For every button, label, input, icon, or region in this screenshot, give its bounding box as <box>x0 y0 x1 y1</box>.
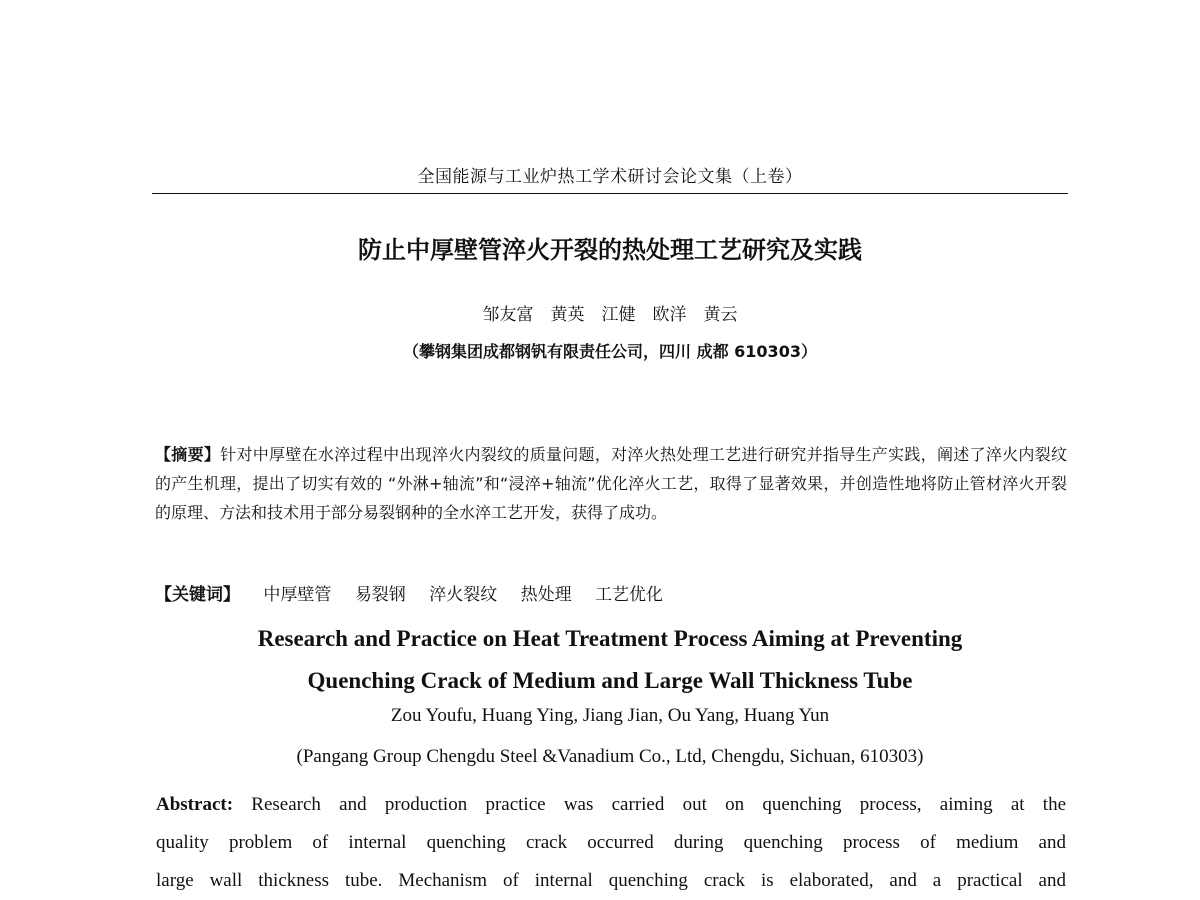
abstract-en-label: Abstract: <box>156 794 234 815</box>
keyword-item: 热处理 <box>520 585 572 605</box>
authors-en: Zou Youfu, Huang Ying, Jiang Jian, Ou Yang, Huang Yun <box>390 705 830 726</box>
paper-title-en-line1: Research and Practice on Heat Treatment Process Aiming at Preventing <box>257 626 963 651</box>
keyword-item: 中厚壁管 <box>263 585 332 605</box>
abstract-zh <box>155 440 1067 527</box>
paper-title-en <box>152 618 1068 702</box>
abstract-en-line3: large wall thickness tube. Mechanism of internal quenching crack is elaborated, and a practical and <box>156 870 1066 891</box>
abstract-en <box>156 786 1066 900</box>
keyword-item: 易裂钢 <box>354 585 406 605</box>
running-header: 全国能源与工业炉热工学术研讨会论文集（上卷） <box>417 167 803 187</box>
abstract-en-line2: quality problem of internal quenching crack occurred during quenching process of medium and <box>156 832 1066 853</box>
affiliation-zh: （攀钢集团成都钢钒有限责任公司，四川 成都 610303） <box>403 342 817 361</box>
keyword-item: 工艺优化 <box>595 585 664 605</box>
paper-title-zh: 防止中厚壁管淬火开裂的热处理工艺研究及实践 <box>358 236 862 264</box>
header-rule <box>152 193 1068 194</box>
authors-zh: 邹友富 黄英 江健 欧洋 黄云 <box>482 305 738 325</box>
keywords-zh-label: 【关键词】 <box>155 585 240 605</box>
keyword-item: 淬火裂纹 <box>429 585 498 605</box>
abstract-zh-label: 【摘要】 <box>155 445 221 464</box>
abstract-en-line1 <box>156 786 1066 824</box>
affiliation-en: (Pangang Group Chengdu Steel &Vanadium Co., Ltd, Chengdu, Sichuan, 610303) <box>296 746 924 767</box>
keywords-zh <box>155 580 1067 605</box>
paper-title-en-line2: Quenching Crack of Medium and Large Wall Thickness Tube <box>307 668 913 693</box>
abstract-zh-text: 针对中厚壁在水淬过程中出现淬火内裂纹的质量问题，对淬火热处理工艺进行研究并指导生产实践，阐述了淬火内裂纹的产生机理，提出了切实有效的 “外淋+轴流”和“浸淬+轴流”优化淬火工艺，取得了显著效果，并创造性地将防止管材淬火开裂的原理、方法和技术用于部分易裂钢种的全水淬工艺开发，获得了成功。 <box>155 445 1067 522</box>
abstract-en-text-1: Research and production practice was carried out on quenching process, aiming at the <box>251 794 1067 815</box>
